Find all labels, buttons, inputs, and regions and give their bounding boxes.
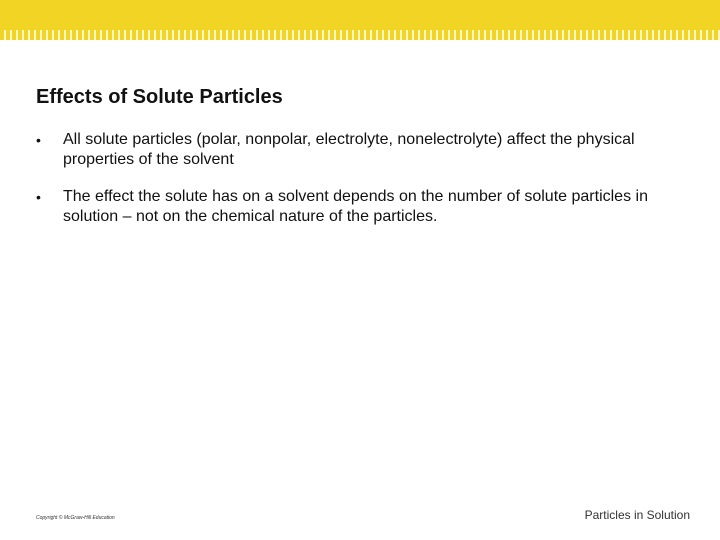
slide-title: Effects of Solute Particles bbox=[36, 86, 283, 108]
bullet-text: All solute particles (polar, nonpolar, electrolyte, nonelectrolyte) affect the physical properties of the solvent bbox=[63, 131, 635, 168]
bullet-item bbox=[36, 130, 656, 170]
bullet-text: The effect the solute has on a solvent depends on the number of solute particles in solution – not on the chemical nature of the particles. bbox=[63, 188, 648, 225]
bullet-marker: • bbox=[36, 132, 41, 148]
footer-section-title: Particles in Solution bbox=[584, 508, 690, 522]
header-accent-band bbox=[0, 0, 720, 40]
copyright-notice: Copyright © McGraw-Hill Education bbox=[36, 515, 115, 521]
bullet-marker: • bbox=[36, 189, 41, 205]
header-accent-stripes bbox=[0, 30, 720, 40]
bullet-list bbox=[36, 130, 656, 244]
bullet-item bbox=[36, 187, 656, 227]
header-accent-solid bbox=[0, 0, 720, 30]
